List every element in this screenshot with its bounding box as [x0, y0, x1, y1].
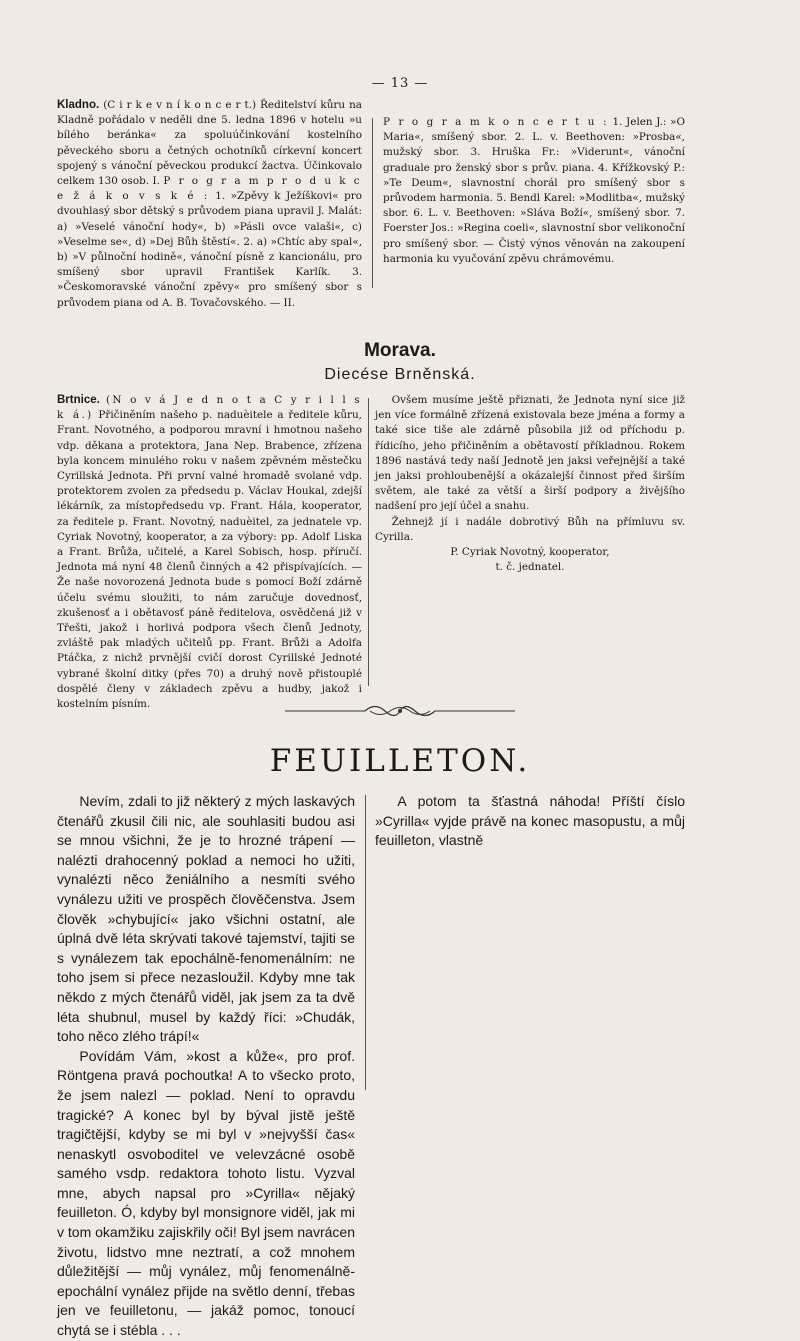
kladno-article	[57, 98, 362, 311]
brtnice-text-1: Přičiněním našeho p. naduèitele a ředitele kůru, Frant. Novotného, a podporou mravní i hmotnou našeho vdp. děkana a protektora, Jana Nep. Brabence, zřízena byla koncem minulého roku v našem zpěvném městečku Cyrillská Jednota. Při první valné hromadě svolané vdp. protektorem zvolen za předsedu p. Václav Houkal, zdejší lékárník, za místopředsedu vp. Frant. Hála, kooperator, za ředitele p. Frant. Novotný, naduèitel, za jednatele vp. Cyriak Novotný, kooperator, a za výbory: pp. Adolf Liska a Frant. Brůža, učitelé, a Karel Sobisch, hosp. příručí. Jednota má nyní 48 členů činných a 42 přispívajících. — Že naše novorozená Jednota bude s pomocí Boží zdárně účelu svému sloužiti, to nám zaručuje dovednosť, zkušenosť a i obětavosť páně ředitelova, osvědčená již v Třešti, jakož i horlivá podpora všech členů Jednoty, zvláště pak mladých učitelů pp. Frant. Brůži a Adolfa Ptáčka, z nichž prvnější cvičí dorost Cyrillské Jednoté vybrané školní ditky (přes 70) a druhý nově přistouplé dospělé členy v základech zpěvu a hudby, jakož i kostelním písním.	[57, 409, 362, 711]
kladno-text-1: (C i r k e v n í k o n c e r t.) Ředitelství kůru na Kladně pořádalo v neděli dne 5. ledna 1896 v hotelu »u bílého beránka« za spoluúčinkování kostelního pěveckého sboru a četných ochotníků církevní koncert spojený s vánoční pěveckou produkcí žactva. Účinkovalo celkem 130 osob. I.	[57, 99, 362, 188]
feuilleton-title: FEUILLETON.	[269, 743, 531, 779]
feuilleton-column-1	[57, 792, 355, 1341]
ornament-divider	[285, 700, 515, 722]
section-subtitle: Diecése Brněnská.	[324, 366, 476, 383]
brtnice-signature-2: t. č. jednatel.	[495, 561, 565, 574]
brtnice-article	[57, 393, 362, 712]
column-divider	[365, 795, 366, 1090]
brtnice-para-3: Žehnejž jí i nadále dobrotivý Bůh na přímluvu sv. Cyrilla.	[375, 515, 685, 543]
kladno-concert-heading: P r o g r a m k o n c e r t u :	[383, 116, 609, 128]
kladno-lead: Kladno.	[57, 99, 100, 111]
kladno-article-continued	[383, 115, 685, 267]
brtnice-signature-1: P. Cyriak Novotný, kooperator,	[450, 546, 610, 559]
kladno-program-heading: P r o g r a m p r o d u k c e ž á k o v s k é :	[57, 175, 362, 203]
feuilleton-column-2	[375, 792, 685, 851]
column-divider	[368, 398, 369, 686]
brtnice-article-continued	[375, 393, 685, 575]
feuilleton-para-1: Nevím, zdali to již některý z mých laskavých čtenářů zkusil čili nic, ale souhlasiti budou asi se mnou všichni, že je to hrozné trápení — nalézti drahocenný poklad a nemoci ho užiti, vynalézti něco ženiálního a nesmíti svého vynálezu užiti ve prospěch člověčenstva. Jsem člověk »chybující« jako všichni ostatní, ale úplná dvě léta skrývati takové tajemství, tajiti se s vynálezem tak epochálně-fenomenálním: ne toho jsem si přece nezasloužil. Kdyby mne tak někdo z mých čtenářů viděl, jak jsem za ta dvě léta shubnul, musel by každý říci: »Chudák, toho něco zlého trápí!«	[57, 793, 355, 1045]
brtnice-lead: Brtnice.	[57, 394, 100, 406]
section-title: Morava.	[364, 340, 436, 361]
brtnice-heading: (N o v á J e d n o t a C y r i l l s k á.)	[57, 394, 362, 422]
kladno-text-2: 1. »Zpěvy k Ježíškovi« pro dvouhlasý sbor dětský s průvodem piana upravil J. Malát: a) »Veselé vánoční hody«, b) »Pásli ovce valaši«, c) »Veselme se«, d) »Dej Bůh štěstí«. 2. a) »Chtíc aby spal«, b) »V půlnoční hodině«, vánoční písně z kancionálu, pro smíšený sbor upravil František Karlík. 3. »Českomoravské vánoční zpěvy« pro smíšený sbor s průvodem piana od A. B. Tovačovského. — II.	[57, 190, 362, 309]
kladno-text-3: 1. Jelen J.: »O Maria«, smíšený sbor. 2. L. v. Beethoven: »Prosba«, mužský sbor. 3. Hruška Fr.: »Viderunt«, vánoční graduale pro ženský sbor s prův. piana. 4. Křížkovský P.: »Te Deum«, slavnostní chorál pro smíšený sbor s průvodem harmonia. 5. Bendl Karel: »Modlitba«, mužský sbor. 6. L. v. Beethoven: »Sláva Boží«, smíšený sbor. 7. Foerster Jos.: »Regina coeli«, slavnostní sbor velikonoční pro smíšený sbor. — Čistý výnos věnován na zakoupení harmonia ku vyučování zpěvu chrámovému.	[383, 116, 685, 265]
page-number: — 13 —	[371, 76, 429, 91]
column-divider	[372, 118, 373, 288]
brtnice-para-2: Ovšem musíme ještě přiznati, že Jednota nyní sice již jen více formálně zřízená existovala beze jména a formy a také sice tiše ale zdárně působila již od příchodu p. řídicího, jeho přičiněním a obětavostí příkladnou. Rokem 1896 nastává tedy naší Jednotě jen jaksi veřejnější a také jen jaksi prohloubenější a okázalejší činnost před širším světem, ale také za větší a širší podpory a živějšího nadšení pro její účel a snahu.	[375, 394, 685, 513]
feuilleton-para-2: Povídám Vám, »kost a kůže«, pro prof. Röntgena pravá pochoutka! A to všecko proto, že jsem nalezl — poklad. Není to opravdu tragické? A konec byl by býval jistě ještě tragičtější, kdyby se mi byl v »nejvyšší čas« nenaskytl osvoboditel ve velevzácné osobě samého vsdp. redaktora tohoto listu. Vyzval mne, abych napsal pro »Cyrilla« nějaký feuilleton. Ó, kdyby byl monsignore viděl, jak mi v tom okamžiku zajiskřily oči! Byl jsem navrácen životu, lidstvo mne neztratí, a což mnohem důležitější — můj vynález, můj fenomenálně-epochální vynález přijde na světlo denní, třebas jen ve feuilletonu, — jakáž pomoc, tonoucí chytá se i stébla . . .	[57, 1047, 355, 1339]
feuilleton-para-3: A potom ta šťastná náhoda! Příští číslo »Cyrilla« vyjde právě na konec masopustu, a můj feuilleton, vlastně	[375, 793, 685, 849]
